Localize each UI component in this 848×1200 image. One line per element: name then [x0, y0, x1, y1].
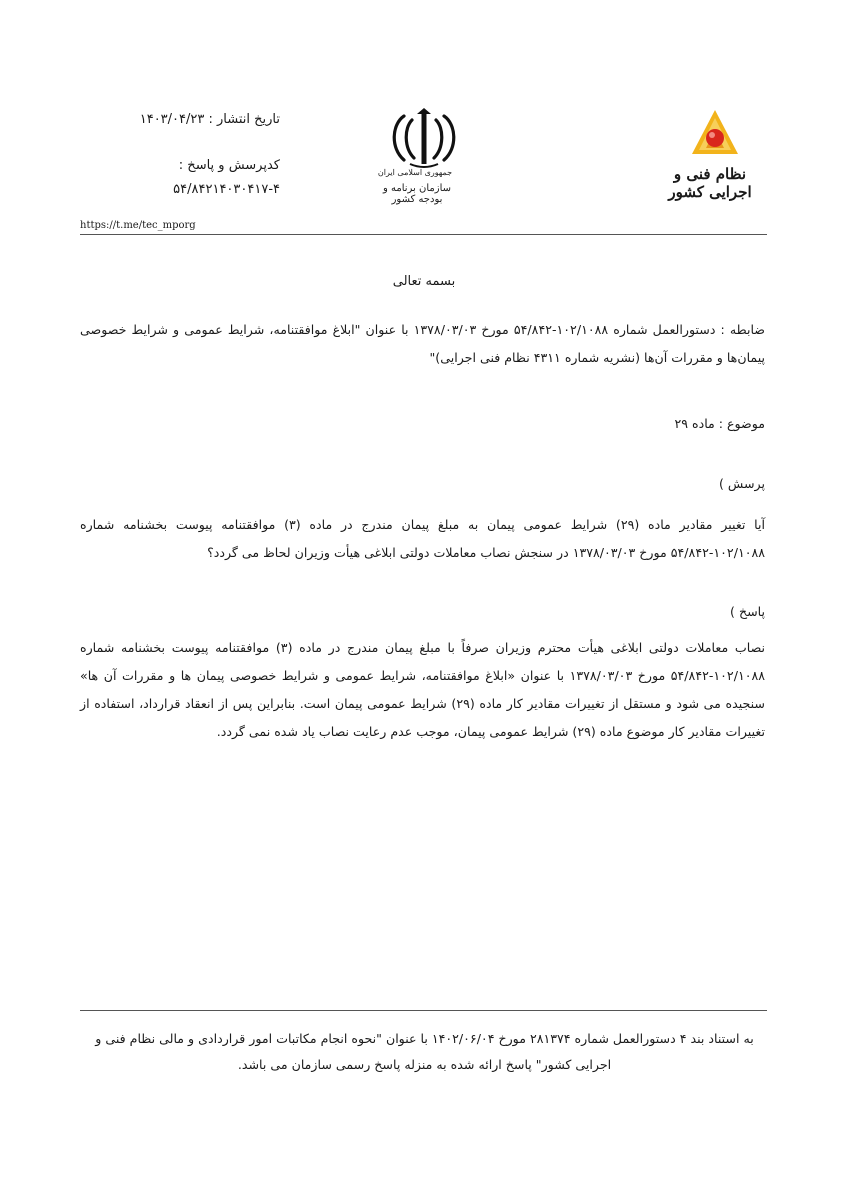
telegram-url[interactable]: https://t.me/tec_mporg: [80, 220, 196, 231]
technical-system-logo-icon: [688, 108, 742, 160]
answer-text: نصاب معاملات دولتی ابلاغی هیأت محترم وزیران صرفاً با مبلغ پیمان مندرج در ماده (۳) موافقتنامه پیوست بخشنامه شماره ۱۰۲/۱۰۸۸-۵۴/۸۴۲ مورخ ۱۳۷۸/۰۳/۰۳ با عنوان «ابلاغ موافقتنامه، شرایط عمومی و شرایط خصوصی پیمان ها و مقررات آن ها» سنجیده می شود و مستقل از تغییرات مقادیر کار ماده (۲۹) شرایط عمومی پیمان است. بنابراین پس از انعقاد قرارداد، استفاده از تغییرات مقادیر کار موضوع ماده (۲۹) شرایط عمومی پیمان، موجب عدم رعایت نصاب یاد شده نمی گردد.: [80, 640, 765, 739]
qa-code-label: کدپرسش و پاسخ :: [178, 158, 280, 173]
question-heading: پرسش ): [719, 476, 765, 491]
emblem-caption-line2: سازمان برنامه و بودجه کشور: [382, 183, 452, 205]
footer-divider: [80, 1010, 767, 1011]
header-divider: [80, 234, 767, 235]
subject-line: موضوع : ماده ۲۹: [674, 416, 765, 431]
logo-text: نظام فنی و اجرایی کشور: [668, 165, 752, 201]
answer-heading: پاسخ ): [730, 604, 765, 619]
footer-note: به استناد بند ۴ دستورالعمل شماره ۲۸۱۳۷۴ مورخ ۱۴۰۲/۰۶/۰۴ با عنوان "نحوه انجام مکاتبات امور قراردادی و مالی نظام فنی و اجرایی کشور" پاسخ ارائه شده به منزله پاسخ رسمی سازمان می باشد.: [95, 1031, 754, 1072]
question-text: آیا تغییر مقادیر ماده (۲۹) شرایط عمومی پیمان به مبلغ پیمان مندرج در ماده (۳) موافقتنامه پیوست بخشنامه شماره ۱۰۲/۱۰۸۸-۵۴/۸۴۲ مورخ ۱۳۷۸/۰۳/۰۳ در سنجش نصاب معاملات دولتی ابلاغی هیأت وزیران لحاظ می گردد؟: [80, 517, 765, 560]
standard-reference: ضابطه : دستورالعمل شماره ۱۰۲/۱۰۸۸-۵۴/۸۴۲ مورخ ۱۳۷۸/۰۳/۰۳ با عنوان "ابلاغ موافقتنامه، شرایط عمومی و شرایط خصوصی پیمان‌ها و مقررات آن‌ها (نشریه شماره ۴۳۱۱ نظام فنی اجرایی)": [80, 322, 765, 365]
qa-code-value: ۵۴/۸۴۲۱۴۰۳۰۴۱۷-۴: [173, 182, 280, 197]
emblem-caption-line1: جمهوری اسلامی ایران: [377, 168, 453, 177]
basmala: بسمه تعالی: [392, 274, 456, 289]
publish-date: تاریخ انتشار : ۱۴۰۳/۰۴/۲۳: [139, 112, 280, 127]
